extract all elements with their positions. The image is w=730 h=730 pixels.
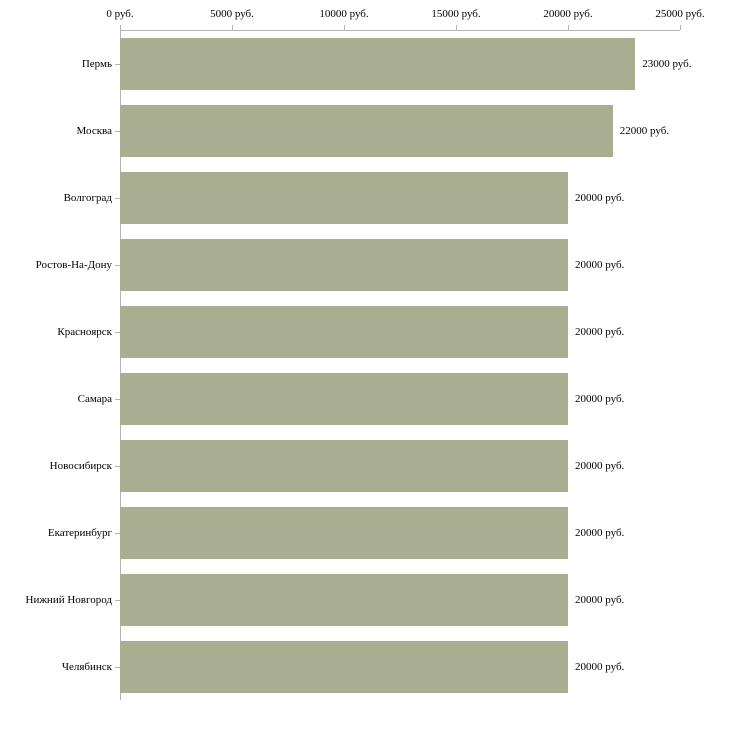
- category-label: Пермь: [81, 57, 112, 70]
- bar[interactable]: [120, 641, 568, 693]
- x-axis-tick: [568, 25, 569, 30]
- bar-value-label: 22000 руб.: [619, 124, 670, 137]
- plot-area: [106, 8, 705, 700]
- x-axis-tick-label: 25000 руб.: [655, 8, 705, 20]
- x-axis-tick: [120, 25, 121, 30]
- y-axis-tick: [115, 265, 120, 266]
- x-axis-tick: [232, 25, 233, 30]
- y-axis-tick: [115, 64, 120, 65]
- y-axis-tick: [115, 667, 120, 668]
- x-axis-tick-label: 5000 руб.: [210, 8, 254, 20]
- x-axis-line: [120, 30, 680, 31]
- bar[interactable]: [120, 105, 613, 157]
- y-axis-tick: [115, 332, 120, 333]
- bar-value-label: 23000 руб.: [642, 57, 692, 70]
- bar[interactable]: [120, 38, 635, 90]
- x-axis-tick-label: 10000 руб.: [319, 8, 369, 20]
- y-axis-tick: [115, 466, 120, 467]
- bar[interactable]: [120, 306, 568, 358]
- y-axis-tick: [115, 198, 120, 199]
- bar-value-label: 20000 руб.: [575, 526, 625, 539]
- x-axis-tick: [456, 25, 457, 30]
- bar[interactable]: [120, 440, 568, 492]
- bar-value-label: 20000 руб.: [575, 459, 625, 472]
- bar-value-label: 20000 руб.: [575, 593, 625, 606]
- category-label: Челябинск: [61, 660, 112, 673]
- x-axis-tick: [680, 25, 681, 30]
- y-axis-tick: [115, 600, 120, 601]
- bar-value-label: 20000 руб.: [575, 191, 625, 204]
- x-axis-tick-label: 20000 руб.: [543, 8, 593, 20]
- bar-value-label: 20000 руб.: [575, 660, 625, 673]
- bar[interactable]: [120, 574, 568, 626]
- category-label: Москва: [76, 124, 112, 137]
- bar[interactable]: [120, 373, 568, 425]
- category-label: Ростов-На-Дону: [35, 258, 112, 271]
- x-axis-tick-label: 0 руб.: [106, 8, 134, 20]
- bar-value-label: 20000 руб.: [575, 325, 625, 338]
- category-label: Екатеринбург: [47, 526, 112, 539]
- x-axis-tick: [344, 25, 345, 30]
- bar-value-label: 20000 руб.: [575, 392, 625, 405]
- bar[interactable]: [120, 239, 568, 291]
- category-label: Волгоград: [63, 191, 112, 204]
- y-axis-tick: [115, 533, 120, 534]
- bar[interactable]: [120, 172, 568, 224]
- y-axis-tick: [115, 399, 120, 400]
- bar-value-label: 20000 руб.: [575, 258, 625, 271]
- x-axis-tick-label: 15000 руб.: [431, 8, 481, 20]
- bar[interactable]: [120, 507, 568, 559]
- category-label: Новосибирск: [49, 459, 112, 472]
- category-label: Нижний Новгород: [25, 593, 112, 606]
- category-label: Красноярск: [57, 325, 112, 338]
- y-axis-tick: [115, 131, 120, 132]
- category-label: Самара: [77, 392, 112, 405]
